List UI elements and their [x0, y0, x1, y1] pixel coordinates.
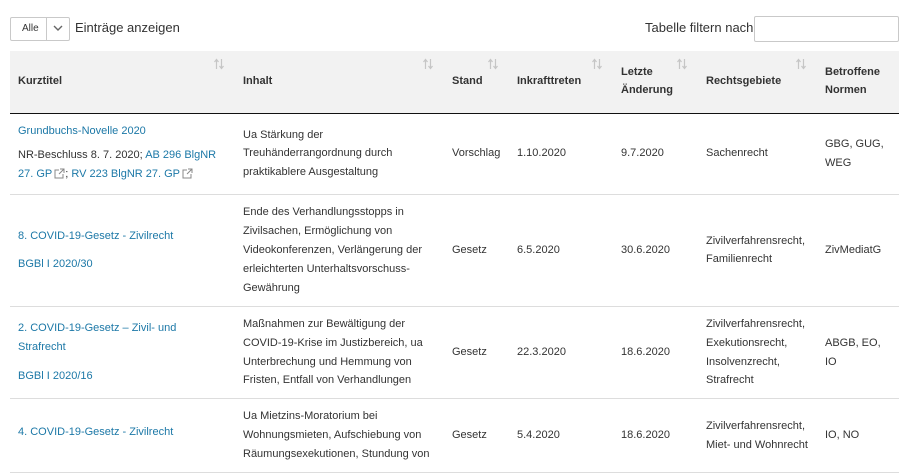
external-link-icon: [182, 167, 193, 186]
column-header-stand[interactable]: [444, 51, 509, 113]
nr-beschluss-text: NR-Beschluss 8. 7. 2020;: [18, 149, 146, 162]
column-header-inkrafttreten[interactable]: [509, 51, 613, 113]
cell-kurztitel: [10, 113, 235, 195]
column-header-label: Rechtsgebiete: [706, 74, 782, 87]
cell-stand: Gesetz: [444, 399, 509, 473]
chevron-down-icon[interactable]: [46, 18, 69, 40]
cell-inkrafttreten: 22.3.2020: [509, 306, 613, 399]
entries-length-select[interactable]: [10, 17, 70, 41]
column-header-letzte-aenderung[interactable]: [613, 51, 698, 113]
table-controls: [0, 0, 909, 50]
column-header-betroffene-normen[interactable]: [817, 51, 899, 113]
entries-length-label: Einträge anzeigen: [75, 20, 180, 35]
cell-rechtsgebiete: Sachenrecht: [698, 113, 817, 195]
rv-reference-link[interactable]: RV 223 BlgNR 27. GP: [71, 168, 181, 181]
column-header-label: Inkrafttreten: [517, 74, 582, 87]
external-link-icon: [54, 167, 65, 186]
column-header-label: Kurztitel: [18, 74, 62, 87]
table-header-row: [10, 51, 899, 113]
law-title-link[interactable]: Grundbuchs-Novelle 2020: [18, 124, 146, 137]
cell-betroffene-normen: IO, NO: [817, 399, 899, 473]
law-title-link[interactable]: 4. COVID-19-Gesetz - Zivilrecht: [18, 426, 174, 439]
table-row: [10, 306, 899, 399]
column-header-inhalt[interactable]: [235, 51, 444, 113]
cell-inhalt: Maßnahmen zur Bewältigung der COVID-19-Krise im Justizbereich, ua Unterbrechung und Hemmung von Fristen, Entfall von Verhandlungen: [235, 306, 444, 399]
cell-kurztitel: [10, 306, 235, 399]
cell-inhalt: Ua Mietzins-Moratorium bei Wohnungsmieten, Aufschiebung von Räumungsexekutionen, Stundung von: [235, 399, 444, 473]
column-header-rechtsgebiete[interactable]: [698, 51, 817, 113]
sort-icon: [795, 58, 807, 77]
cell-betroffene-normen: ABGB, EO, IO: [817, 306, 899, 399]
cell-stand: Gesetz: [444, 306, 509, 399]
cell-inkrafttreten: 5.4.2020: [509, 399, 613, 473]
column-header-label: Stand: [452, 74, 483, 87]
cell-rechtsgebiete: Zivilverfahrensrecht, Familienrecht: [698, 195, 817, 307]
cell-stand: Gesetz: [444, 195, 509, 307]
cell-kurztitel: [10, 195, 235, 307]
cell-inhalt: Ende des Verhandlungsstopps in Zivilsachen, Ermöglichung von Videokonferenzen, Verlängerung der erleichterten Unterhaltsvorschuss-Gewährung: [235, 195, 444, 307]
cell-letzte-aenderung: 9.7.2020: [613, 113, 698, 195]
cell-betroffene-normen: GBG, GUG, WEG: [817, 113, 899, 195]
cell-letzte-aenderung: 30.6.2020: [613, 195, 698, 307]
cell-rechtsgebiete: Zivilverfahrensrecht, Miet- und Wohnrecht: [698, 399, 817, 473]
cell-kurztitel: [10, 399, 235, 473]
sort-icon: [422, 58, 434, 77]
entries-length-value: Alle: [22, 23, 39, 34]
table-row: [10, 113, 899, 195]
laws-table: [10, 51, 899, 473]
sort-icon: [213, 58, 225, 77]
law-title-link[interactable]: 2. COVID-19-Gesetz – Zivil- und Strafrecht: [18, 322, 177, 354]
column-header-label: Inhalt: [243, 74, 273, 87]
filter-input[interactable]: [754, 16, 899, 42]
law-title-link[interactable]: 8. COVID-19-Gesetz - Zivilrecht: [18, 229, 174, 242]
reference-separator: ;: [65, 168, 72, 181]
filter-label: Tabelle filtern nach: [645, 20, 754, 35]
table-row: [10, 399, 899, 473]
cell-inkrafttreten: 6.5.2020: [509, 195, 613, 307]
sort-icon: [591, 58, 603, 77]
ab-reference-link[interactable]: AB 296 BlgNR 27. GP: [18, 149, 217, 181]
cell-letzte-aenderung: 18.6.2020: [613, 399, 698, 473]
cell-inhalt: Ua Stärkung der Treuhänderrangordnung durch praktikablere Ausgestaltung: [235, 113, 444, 195]
cell-letzte-aenderung: 18.6.2020: [613, 306, 698, 399]
sort-icon: [676, 58, 688, 77]
cell-betroffene-normen: ZivMediatG: [817, 195, 899, 307]
column-header-kurztitel[interactable]: [10, 51, 235, 113]
column-header-label: Letzte Änderung: [621, 66, 673, 96]
bgbl-link[interactable]: BGBl I 2020/30: [18, 258, 93, 271]
cell-stand: Vorschlag: [444, 113, 509, 195]
cell-inkrafttreten: 1.10.2020: [509, 113, 613, 195]
bgbl-link[interactable]: BGBl I 2020/16: [18, 370, 93, 383]
column-header-label: Betroffene Normen: [825, 66, 881, 96]
table-row: [10, 195, 899, 307]
cell-rechtsgebiete: Zivilverfahrensrecht, Exekutionsrecht, Insolvenzrecht, Strafrecht: [698, 306, 817, 399]
sort-icon: [487, 58, 499, 77]
